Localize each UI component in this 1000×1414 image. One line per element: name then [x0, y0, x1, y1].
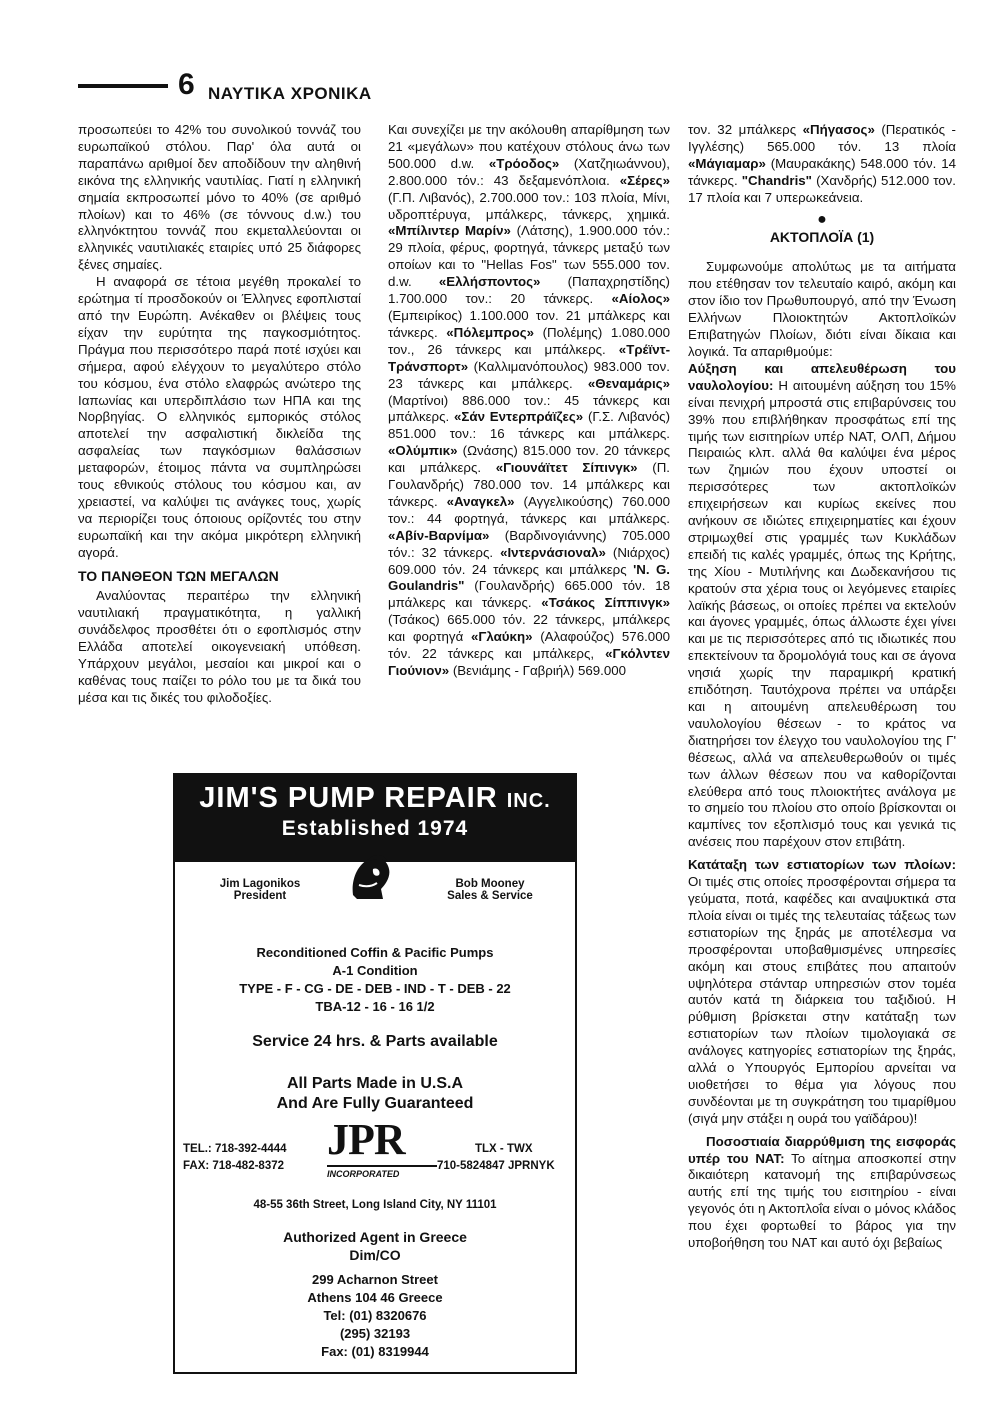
company-name: «Μάγιαμαρ»: [688, 155, 766, 171]
shipowner-details: (Καλλιμανόπουλος) 983.000 τον. 23 τάνκερς και μπάλκερς.: [388, 358, 670, 391]
ad-tel: TEL.: 718-392-4444: [183, 1143, 287, 1155]
shipowner-name: «Σέρες»: [619, 172, 670, 188]
col3-paragraph-1: Συμφωνούμε απολύτως με τα αιτήματα που ετέθησαν τον τελευταίο καιρό, ακόμη και στον ίδιο τον Πρωθυπουργό, από την Ένωση Ελλήνων Πλοιοκτητών Ακτοπλοϊκών Επιβατηγών Πλοίων, διότι είναι δίκαια και λογικά. Τα απαριθμούμε:: [688, 259, 956, 359]
shipowner-details: (Μαρτίνοι) 886.000 τον.: 45 τάνκερς και μπάλκερς.: [388, 392, 670, 425]
text: President: [233, 890, 287, 902]
ad-contact-right: [430, 878, 550, 902]
shipowner-name: «Αβίν-Βαρνίμα»: [388, 527, 490, 543]
column-3: [688, 122, 956, 1252]
shipowner-name: «Ιντερνάσιοναλ»: [500, 544, 606, 560]
shipowner-name: «Θεναμάρις»: [587, 375, 670, 391]
ad-agent-title: Authorized Agent in Greece: [283, 1229, 467, 1245]
bullet-divider: ●: [817, 210, 827, 228]
ad-service: Service 24 hrs. & Parts available: [252, 1033, 498, 1050]
shipowner-details: (Παπαχρηστίδης) 1.700.000 τον.: 20 τάνκερς.: [388, 274, 670, 307]
shipowner-details: (Τσάκος) 665.000 τόν. 22 τάνκερς, μπάλκερς και φορτηγά: [388, 612, 670, 645]
shipowner-name: «Αίολος»: [611, 291, 670, 307]
ad-tlx: TLX - TWX: [475, 1143, 533, 1155]
publication-title: ΝΑΥΤΙΚΑ ΧΡΟΝΙΚΑ: [208, 84, 372, 103]
shipowner-details: (Εμπειρίκος) 1.100.000 τον. 21 μπάλκερς και τάνκερς.: [388, 307, 670, 340]
shipowner-list: [388, 156, 670, 678]
shipowner-details: (Π. Γουλανδρής) 780.000 τον. 14 μπάλκερς και τάνκερς.: [388, 460, 670, 509]
page-header: [78, 70, 938, 110]
ad-line-tba: TBA-12 - 16 - 16 1/2: [315, 999, 435, 1014]
pump-mascot-icon: [343, 845, 399, 903]
ad-greece-street: 299 Acharnon Street: [312, 1272, 438, 1287]
shipowner-details: (Βενιάμης - Γαβριήλ) 569.000: [449, 663, 627, 678]
ad-line-reconditioned: Reconditioned Coffin & Pacific Pumps: [256, 945, 494, 960]
page-number: 6: [178, 68, 195, 101]
ad-line-types: TYPE - F - CG - DE - DEB - IND - T - DEB - 22: [239, 981, 511, 996]
column-2: [388, 122, 670, 680]
ad-fax: FAX: 718-482-8372: [183, 1160, 285, 1172]
ad-made-usa: All Parts Made in U.S.A: [286, 1075, 464, 1092]
text: Jim Lagonikos: [219, 878, 301, 890]
lead-in: Ποσοστιαία διαρρύθμιση της εισφοράς υπέρ του ΝΑΤ:: [688, 1133, 956, 1166]
col1-paragraph-3: Αναλύοντας περαιτέρω την ελληνική ναυτιλιακή πραγματικότητα, η γαλλική συνάδελφος προσθέτει ότι ο εφοπλισμός στην Ελλάδα αποτελεί οικογενειακή υπόθεση. Υπάρχουν μεγάλοι, μεσαίοι και μικροί και ο καθένας τους παίζει το ρόλο του με τα δικά του μέσα και τις δικές του φιλοδοξίες.: [78, 588, 361, 705]
ad-greece-tel2: (295) 32193: [339, 1326, 411, 1341]
section-heading-pantheon: ΤΟ ΠΑΝΘΕΟΝ ΤΩΝ ΜΕΓΑΛΩΝ: [78, 567, 279, 584]
text: JPR: [327, 1115, 405, 1164]
ad-greece-fax: Fax: (01) 8319944: [321, 1344, 429, 1359]
shipowner-name: «Τσάκος Σίππινγκ»: [541, 595, 670, 611]
shipowner-details: (Ωνάσης) 815.000 τον. 20 τάνκερς και μπάλκερς.: [388, 443, 670, 476]
text: Sales & Service: [447, 890, 533, 902]
text: Bob Mooney: [455, 878, 525, 890]
advertisement-jims-pump-repair: [173, 773, 577, 1374]
col1-paragraph-1: προσωπεύει το 42% του συνολικού τοννάζ του ευρωπαϊκού στόλου. Παρ' όλα αυτά οι παραπάνω αριθμοί δεν αποδίδουν την αληθινή εικόνα της ελληνικής ναυτιλίας. Γιατί η ελληνική σημαία εκπροσωπεί μόνο το 40% (σε αριθμό πλοίων) και το 46% (σε τόννους d.w.) του ελληνόκτητου τοννάζ που εκμεταλλεύονται οι ελληνικές ναυτιλιακές εταιρίες υπό 25 διάφορες ξένες σημαίες.: [78, 122, 361, 273]
shipowner-details: (Νιάρχος) 609.000 τόν. 24 τάνκερς και μπάλκερς: [388, 544, 670, 577]
text: INCORPORATED: [327, 1169, 400, 1179]
text: (Περατικός - Ιγγλέσης) 565.000 τόν. 13 πλοία: [688, 122, 956, 154]
shipowner-name: «Σάν Εντερπράϊζες»: [454, 409, 584, 425]
shipowner-name: «Πόλεμπρος»: [446, 324, 535, 340]
ad-greece-tel: Tel: (01) 8320676: [323, 1308, 427, 1323]
ad-line-condition: A-1 Condition: [332, 963, 418, 978]
ad-agent-name: Dim/CO: [349, 1247, 401, 1263]
ad-tlx-number: 710-5824847 JPRNYK: [437, 1160, 555, 1172]
text: Το αίτημα αποσκοπεί στην δικαιότερη κατανομή της επιβαρύνσεως αυτής επί της τιμής του εισιτηρίου - είναι γεγονός ότι η Ακτοπλοΐα είναι ο μόνος κλάδος που έχει φορτωθεί το βάρος για την υποβοήθηση του ΝΑΤ και αυτό όχι βεβαίως: [688, 1150, 956, 1251]
text: JIM'S PUMP REPAIR: [199, 782, 498, 814]
text: (Μαυρακάκης) 548.000 τόν. 14 τάνκερς.: [688, 155, 956, 188]
col2-intro: [388, 122, 670, 680]
shipowner-name: «Τρόοδος»: [488, 155, 560, 171]
col3-paragraph-2: [688, 361, 956, 851]
shipowner-details: (Αλαφούζος) 576.000 τόν. 22 τάνκερς και μπάλκερς,: [388, 629, 670, 662]
ad-established: Established 1974: [281, 817, 469, 840]
shipowner-details: (Χατζηιωάννου), 2.800.000 τόν.: 43 δεξαμενόπλοια.: [388, 155, 671, 188]
ad-company-name: [175, 775, 575, 815]
col1-paragraph-2: Η αναφορά σε τέτοια μεγέθη προκαλεί το ερώτημα τί προσδοκούν οι Έλληνες εφοπλισταί από την Ευρώπη. Ανέκαθεν οι βλέψεις τους είχαν την ευρύτητα της παγκοσμιότητος. Πράγμα που περισσότερο παρά ποτέ ισχύει και σήμερα, αφού ελέγχουν το μεγαλύτερο στόλο του κόσμου, ένα στόλο ελαφρώς ανώτερο της Ιαπωνίας και υπερδιπλάσιο των ΗΠΑ και της Νορβηγίας. Ο ελληνικός εμπορικός στόλος αποτελεί την ασφαλιστική δικλείδα της ασφαλείας των παγκόσμιων θαλάσσιων μεταφορών, έτοιμος πάντα να συμπληρώσει τους εθνικούς στόλους του κόσμου και, αν χρειαστεί, να καλύψει τις ανάγκες τους, χωρίς να περιορίζει τους όποιους ορίζοντές του στην ευρωπαϊκή και την ακόμα μικρότερη ελληνική αγορά.: [78, 274, 361, 560]
lead-in: Κατάταξη των εστιατορίων των πλοίων:: [688, 857, 956, 873]
col2-intro-text: Και συνεχίζει με την ακόλουθη απαρίθμηση των 21 «μεγάλων» που κατέχουν στόλους άνω των 500.000 d.w.: [388, 122, 670, 171]
lead-in: Αύξηση και απελευθέρωση του ναυλολογίου:: [688, 360, 956, 393]
shipowner-details: (Βαρδινογιάννης) 705.000 τόν.: 32 τάνκερς.: [388, 527, 670, 560]
company-name: "Chandris": [741, 172, 812, 188]
shipowner-name: «Μπίλιντερ Μαρίν»: [388, 223, 511, 239]
shipowner-name: «Ολύμπικ»: [388, 443, 458, 459]
col3-continuation: [688, 122, 956, 207]
shipowner-details: (Αγγελικούσης) 760.000 τον.: 44 φορτηγά, τάνκερς και μπάλκερς.: [388, 493, 670, 526]
col3-paragraph-4: [688, 1134, 956, 1252]
column-1: [78, 122, 361, 707]
shipowner-details: (Γ.Π. Λιβανός), 2.700.000 τον.: 103 πλοία, Μίνι, υδροπτέρυγα, μπάλκερς, τάνκερς, χημικά.: [388, 189, 670, 222]
company-name: «Πήγασος»: [802, 122, 875, 137]
shipowner-name: «Γλαύκη»: [471, 629, 533, 645]
shipowner-name: «Ελλήσποντος»: [438, 274, 541, 290]
shipowner-details: (Γ.Σ. Λιβανός) 851.000 τον.: 16 τάνκερς και μπάλκερς.: [388, 409, 670, 442]
ad-greece-city: Athens 104 46 Greece: [307, 1290, 443, 1305]
shipowner-name: «Γιουνάϊτετ Σίπινγκ»: [495, 460, 638, 476]
ad-contact-left: [205, 878, 315, 902]
section-heading-aktoploia: ΑΚΤΟΠΛΟΪΑ (1): [769, 228, 875, 245]
shipowner-details: (Γουλανδρής) 665.000 τόν. 18 μπάλκερς και τάνκερς.: [388, 578, 670, 611]
col3-paragraph-3: [688, 857, 956, 1128]
shipowner-name: «Γκόλντεν Γιούνιον»: [388, 646, 670, 678]
shipowner-details: (Λάτσης), 1.900.000 τόν.: 29 πλοία, φέρυς, φορτηγά, τάνκερς μεταξύ των οποίων και το "Hellas Fos" των 555.000 τον. d.w.: [388, 223, 670, 290]
text: Οι τιμές στις οποίες προσφέρονται σήμερα τα γεύματα, ποτά, καφέδες και αναψυκτικά στα πλοία είναι οι τιμές της τελευταίας τάξεως των εστιατορίων της ξηράς με αποτέλεσμα να προσφέρονται υποβαθμισμένες υπηρεσίες ακόμη και στους επιβάτες που απαιτούν υψηλότερα στάνταρ υπηρεσιών στον τομέα αυτόν κατά τη διάρκεια του ταξιδιού. Η ρύθμιση βρίσκεται στην κατάταξη των εστιατορίων των πλοίων τιμολογιακά σε ανάλογες κατηγορίες εστιατορίων της ξηράς, αλλά ο Υπουργός Εμπορίου αρνείται να υιοθετήσει το θέμα για λόγους που συνδέονται με τη συγκράτηση του τιμαρίθμου (σιγά μην στάξει η ουρά του γαϊδάρου)!: [688, 874, 956, 1126]
header-rule: [78, 84, 168, 88]
text: Η αιτουμένη αύξηση του 15% είναι πενιχρή μπροστά στις επιβαρύνσεις του 39% που επιβλήθηκαν προσφάτως επί της τιμής των εισιτηρίων υπέρ ΝΑΤ, ΟΛΠ, Δήμου Πειραιώς κλπ. αλλά θα καλύψει ένα μέρος των ζημιών που έχουν υποστεί οι περισσότερες των ακτοπλοϊκών επιχειρήσεων και κυρίως εκείνες που ανήκουν σε ιδιώτες επιχειρηματίες και έχουν στριμωχθεί στις γραμμές των Κυκλάδων επειδή τις καλές γραμμές, όπως της Κρήτης, της Χίου - Μυτιλήνης και Δωδεκανήσου τις κρατούν στα χέρια τους οι λεγόμενες εταιρίες λαϊκής βάσεως, οι οποίες πρέπει να εκτελούν και άγονες γραμμές, όπως άλλωστε έχει γίνει και με τις περισσότερες από τις ιδιωτικές που επεκτείνουν τα δρομολόγιά τους και σε άγονα νησιά χωρίς την παραμικρή κρατική επιδότηση. Ταυτόχρονα πρέπει να υπάρξει και η αιτουμένη απελευθέρωση του ναυλολογίου θέσεων - το κράτος να διατηρήσει τον έλεγχο του ναυλολογίου της Γ' θέσεως, αλλά να απελευθερωθούν οι τιμές των άλλων θέσεων που να καθορίζονται ελεύθερα από τους πλοιοκτήτες ανάλογα με το σημείο του πλοίου στο οποίο βρίσκονται οι καμπίνες τον εξοπλισμό τους και γενικά τις ανέσεις που παρέχουν στον επιβάτη.: [688, 377, 956, 850]
text: INC.: [506, 790, 551, 812]
ad-guaranteed: And Are Fully Guaranteed: [276, 1095, 474, 1112]
ad-address: 48-55 36th Street, Long Island City, NY 11101: [253, 1199, 497, 1211]
shipowner-name: «Τρέϊντ-Τράνσπορτ»: [388, 341, 670, 374]
shipowner-name: 'N. G. Goulandris": [388, 561, 670, 594]
text: (Χανδρής) 512.000 τον. 17 πλοία και 7 υπερωκεάνεια.: [688, 172, 956, 205]
shipowner-details: (Πολέμης) 1.080.000 τον., 26 τάνκερς και μπάλκερς.: [388, 324, 671, 357]
shipowner-name: «Αναγκελ»: [446, 493, 515, 509]
text: τον. 32 μπάλκερς: [688, 122, 803, 137]
